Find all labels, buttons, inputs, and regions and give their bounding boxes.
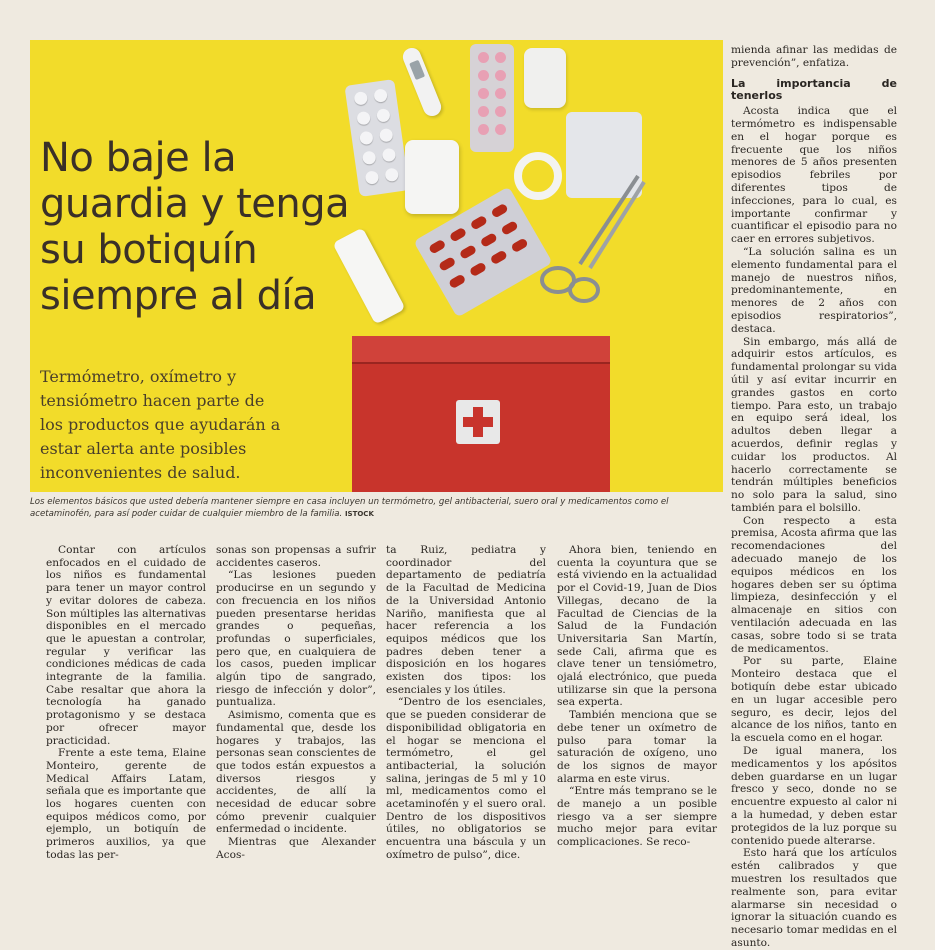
paragraph: Esto hará que los artículos estén calibrados y que muestren los resultados que realmente son, para evitar alarmarse sin necesidad o ignorar la situación cuando es necesario tomar medidas en el asunto.: [731, 847, 897, 949]
scissors: [528, 172, 648, 312]
article-column-4: [557, 544, 717, 849]
paragraph: Ahora bien, teniendo en cuenta la coyuntura que se está viviendo en la actualidad por el Covid-19, Juan de Dios Villegas, decano de la Facultad de Ciencias de la Salud de la Fundación Universitaria San Martín, sede Cali, afirma que es clave tener un tensiómetro, ojalá electrónico, que pueda utilizarse sin que la persona sea experta.: [557, 544, 717, 709]
subheading: La importancia de tenerlos: [731, 76, 897, 103]
article-column-right: [731, 44, 897, 950]
article-column-2: [216, 544, 376, 862]
paragraph: Acosta indica que el termómetro es indispensable en el hogar porque es frecuente que los niños menores de 5 años presenten episodios febriles por diferentes tipos de infecciones, para lo cual, es importante confirmar y cuantificar el episodio para no caer en errores subjetivos.: [731, 105, 897, 246]
paragraph: Sin embargo, más allá de adquirir estos artículos, es fundamental prolongar su vida útil y así evitar incurrir en grandes gastos en corto tiempo. Para esto, un trabajo en equipo será ideal, los adultos deben llegar a acuerdos, definir reglas y cuidar los productos. Al hacerlo correctamente se tendrán múltiples beneficios no solo para la salud, sino también para el bolsillo.: [731, 335, 897, 514]
paragraph: Contar con artículos enfocados en el cuidado de los niños es fundamental para tener un mayor control y evitar dolores de cabeza. Son múltiples las alternativas disponibles en el mercado que le apuestan a controlar, regular y verificar las condiciones médicas de cada integrante de la familia. Cabe resaltar que ahora la tecnología ha ganado protagonismo y se destaca por ofrecer mayor practicidad.: [46, 544, 206, 747]
paragraph: “Dentro de los esenciales, que se pueden considerar de disponibilidad obligatoria en el hogar se menciona el termómetro, el gel antibacterial, la solución salina, jeringas de 5 ml y 10 ml, medicamentos como el acetaminofén y el suero oral. Dentro de los dispositivos útiles, no obligatorios se encuentra una báscula y un oxímetro de pulso”, dice.: [386, 696, 546, 861]
paragraph: De igual manera, los medicamentos y los apósitos deben guardarse en un lugar fresco y seco, donde no se encuentre expuesto al calor ni a la humedad, y deben estar protegidos de la luz porque su contenido puede alterarse.: [731, 745, 897, 847]
paragraph: “Las lesiones pueden producirse en un segundo y con frecuencia en los niños pueden presentarse heridas grandes o pequeñas, profundas o superficiales, pero que, en cualquiera de los casos, pueden implicar algún tipo de sangrado, riesgo de infección y dolor”, puntualiza.: [216, 569, 376, 709]
photo-caption: [30, 496, 723, 520]
paragraph: Por su parte, Elaine Monteiro destaca que el botiquín debe estar ubicado en un lugar accesible pero seguro, es decir, lejos del alcance de los niños, tanto en la escuela como en el hogar.: [731, 655, 897, 745]
medicine-jar: [405, 140, 459, 214]
small-bottle: [524, 48, 566, 108]
article-column-1: [46, 544, 206, 862]
paragraph: Con respecto a esta premisa, Acosta afirma que las recomendaciones del adecuado manejo de los equipos médicos en los hogares deben ser su óptima limpieza, desinfección y el almacenaje en sitios con ventilación adecuada en las casas, sobre todo si se trata de medicamentos.: [731, 514, 897, 655]
hero-photo: [30, 40, 723, 492]
paragraph: “Entre más temprano se le de manejo a un posible riesgo va a ser siempre mucho mejor para evitar complicaciones. Se reco-: [557, 785, 717, 849]
paragraph: mienda afinar las medidas de prevención”, enfatiza.: [731, 44, 897, 69]
paragraph: ta Ruiz, pediatra y coordinador del departamento de pediatría de la Facultad de Medicina de la Universidad Antonio Nariño, manifiesta que al hacer referencia a los equipos médicos que los padres deben tener a disposición en los hogares existen dos tipos: los esenciales y los útiles.: [386, 544, 546, 696]
pink-pill-blister: [470, 44, 514, 152]
caption-text: Los elementos básicos que usted debería mantener siempre en casa incluyen un termómetro, gel antibacterial, suero oral y medicamentos como el acetaminofén, para así poder cuidar de cualquier miembro de la familia.: [30, 497, 669, 519]
paragraph: “La solución salina es un elemento fundamental para el manejo de nuestros niños, predominantemente, en menores de 2 años con episodios respiratorios”, destaca.: [731, 245, 897, 335]
thermometer: [400, 45, 444, 119]
paragraph: Mientras que Alexander Acos-: [216, 836, 376, 861]
paragraph: También menciona que se debe tener un oxímetro de pulso para tomar la saturación de oxígeno, uno de los signos de mayor alarma en este virus.: [557, 709, 717, 785]
deck: Termómetro, oxímetro y tensiómetro hacen parte de los productos que ayudarán a estar alerta ante posibles inconvenientes de salud.: [40, 367, 281, 482]
photo-credit: ISTOCK: [344, 510, 374, 518]
paragraph: Asimismo, comenta que es fundamental que, desde los hogares y trabajos, las personas sean conscientes de que todos están expuestos a diversos riesgos y accidentes, de allí la necesidad de educar sobre cómo prevenir cualquier enfermedad o incidente.: [216, 709, 376, 836]
first-aid-kit: [352, 336, 610, 492]
paragraph: Frente a este tema, Elaine Monteiro, gerente de Medical Affairs Latam, señala que es importante que los hogares cuenten con equipos médicos como, por ejemplo, un botiquín de primeros auxilios, ya que todas las per-: [46, 747, 206, 861]
paragraph: sonas son propensas a sufrir accidentes caseros.: [216, 544, 376, 569]
article-column-3: [386, 544, 546, 862]
headline: No baje la guardia y tenga su botiquín siempre al día: [40, 135, 350, 319]
